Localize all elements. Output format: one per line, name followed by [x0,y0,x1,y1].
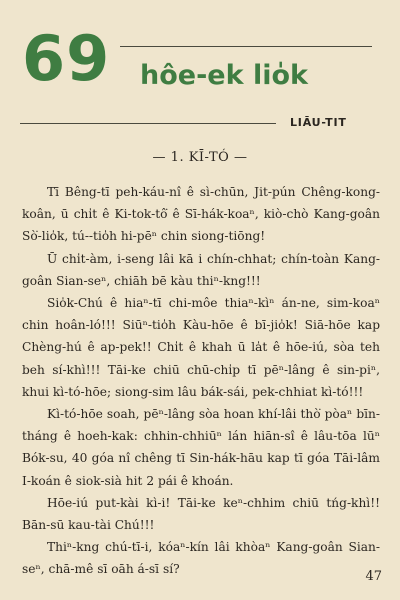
author-name: LIĀU-TIT [290,116,347,129]
chapter-number: 69 [22,22,111,95]
chapter-title: hôe-ek lio̍k [140,60,308,91]
page-number: 47 [365,569,382,584]
paragraph: Kì-tó-hōe soah, pēⁿ-lâng sòa hoan khí-lâi thò͘ pòaⁿ bīn-tháng ê hoeh-kak: chhin-chhiūⁿ lán hiān-sî ê lâu-tōa lūⁿ Bók-su, 40 góa nî chêng tī Sin-hák-hāu kap tī góa Tāi-lâm I-koán ê siok-sià hit 2 pái ê khoán. [22,407,380,488]
body-text [22,181,380,581]
header-rule-top [120,46,372,47]
section-heading: — 1. KĪ-TÓ — [152,150,248,165]
paragraph: Ū chi̍t-àm, i-seng lâi kā i chín-chhat; chín-toàn Kang-goân Sian-seⁿ, chiāh bē kàu thiⁿ-kng!!! [22,251,380,288]
header-rule-bottom [20,123,276,124]
paragraph: Tī Bêng-tī peh-káu-nî ê sì-chūn, Jit-pún Chêng-kong-koân, ū chi̍t ê Ki-tok-tô͘ ê Sī-hák-koaⁿ, kiò-chò Kang-goân Sò͘-lio̍k, tú--tio̍h hi-pēⁿ chin siong-tiōng! [22,185,380,244]
paragraph: Thiⁿ-kng chú-tī-i, kóaⁿ-kín lâi khòaⁿ Kang-goân Sian-seⁿ, chā-mê sī oāh á-sī sí? [22,540,380,577]
paragraph: Hōe-iú put-kài kì-i! Tāi-ke keⁿ-chhim chiū tńg-khì!! Bān-sū kau-tài Chú!!! [22,495,380,533]
paragraph: Sio̍k-Chú ê hiaⁿ-tī chi-môe thiaⁿ-kìⁿ án-ne, sim-koaⁿ chin hoân-ló!!! Siūⁿ-tio̍h Kàu-hōe ê bī-jio̍k! Siā-hōe kap Chèng-hú ê ap-pek!! Chi̍t ê khah ū la̍t ê hōe-iú, sòa teh beh sí-khì!!! Tāi-ke chiū chū-chi̍p tī pēⁿ-lâng ê sin-piⁿ, khui kì-tó-hōe; siong-sim lâu bák-sái, pek-chhiat kì-tó!!! [22,296,380,399]
